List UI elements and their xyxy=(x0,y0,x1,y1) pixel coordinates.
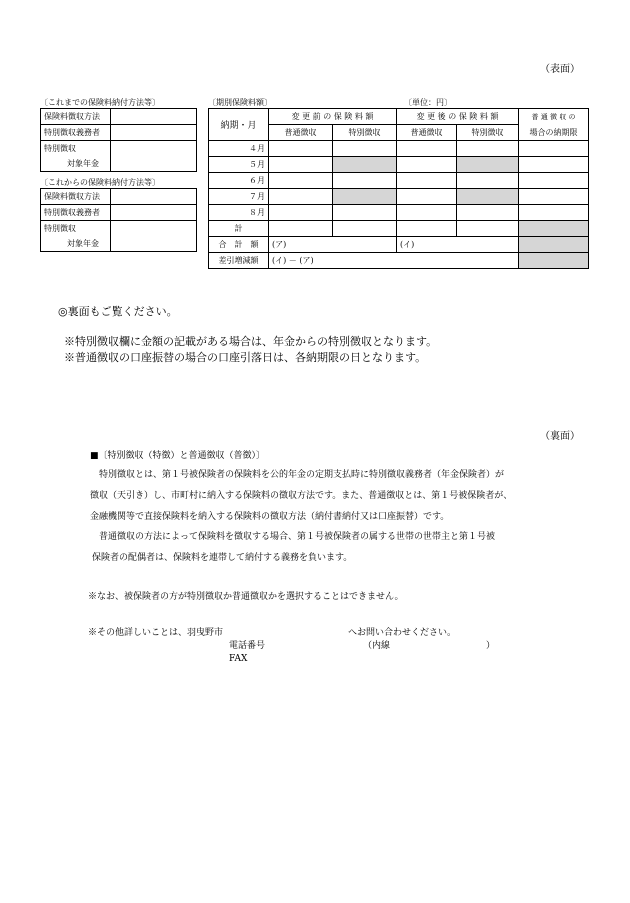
method-value xyxy=(111,189,197,205)
table-row xyxy=(209,189,589,205)
method-value xyxy=(111,109,197,125)
after-special-header: 特別徴収 xyxy=(457,125,519,141)
p1-line-3: 金融機関等で直接保険料を納入する保険料の徴収方法（納付書納付又は口座振替）です。 xyxy=(90,512,450,522)
table-row xyxy=(209,253,589,269)
pension-value xyxy=(111,221,197,252)
obligor-value xyxy=(111,125,197,141)
table-row xyxy=(41,205,197,221)
prev-method-title: 〔これまでの保険料納付方法等〕 xyxy=(40,98,160,107)
table-row xyxy=(41,221,197,237)
obligor-label: 特別徴収義務者 xyxy=(41,125,111,141)
table-row xyxy=(209,205,589,221)
table-row xyxy=(209,173,589,189)
before-header: 変 更 前 の 保 険 料 額 xyxy=(269,109,397,125)
after-header: 変 更 後 の 保 険 料 額 xyxy=(397,109,519,125)
prev-method-table xyxy=(40,108,197,172)
month-cell: ４月 xyxy=(209,141,269,157)
fax-label: FAX xyxy=(229,654,248,664)
table-row xyxy=(209,237,589,253)
table-row xyxy=(209,157,589,173)
method-label: 保険料徴収方法 xyxy=(41,189,111,205)
special-label: 特別徴収 xyxy=(41,141,111,157)
next-method-title: 〔これからの保険料納付方法等〕 xyxy=(40,178,160,187)
sum-a: (ア) xyxy=(269,237,397,253)
debit-date-note: ※普通徴収の口座振替の場合の口座引落日は、各納期限の日となります。 xyxy=(64,351,427,364)
back-heading: ■〔特別徴収（特徴）と普通徴収（普徴）〕 xyxy=(90,451,266,461)
table-row xyxy=(41,125,197,141)
p2-line-2: 保険者の配偶者は、保険料を連帯して納付する義務を負います。 xyxy=(92,553,353,563)
front-label: （表面） xyxy=(540,64,580,75)
diff-label: 差引増減額 xyxy=(209,253,269,269)
pension-value xyxy=(111,141,197,172)
pension-label: 対象年金 xyxy=(41,236,111,252)
table-row xyxy=(41,189,197,205)
choice-note: ※なお、被保険者の方が特別徴収か普通徴収かを選択することはできません。 xyxy=(88,592,404,602)
period-table-title: 〔期別保険料額〕 xyxy=(208,98,272,107)
after-normal-header: 普通徴収 xyxy=(397,125,457,141)
sum-label: 合 計 額 xyxy=(209,237,269,253)
month-cell: ６月 xyxy=(209,173,269,189)
table-row xyxy=(41,141,197,157)
special-label: 特別徴収 xyxy=(41,221,111,237)
sum-b: (イ) xyxy=(397,237,519,253)
obligor-label: 特別徴収義務者 xyxy=(41,205,111,221)
p1-line-1: 特別徴収とは、第１号被保険者の保険料を公的年金の定期支払時に特別徴収義務者（年金保険者）が xyxy=(99,470,505,480)
obligor-value xyxy=(111,205,197,221)
deadline-header-2: 場合の納期限 xyxy=(519,125,589,141)
phone-label: 電話番号 xyxy=(229,641,266,651)
table-row xyxy=(209,141,589,157)
unit-label: 〔単位：円〕 xyxy=(404,98,452,107)
p2-line-1: 普通徴収の方法によって保険料を徴収する場合、第１号被保険者の属する世帯の世帯主と第１号被 xyxy=(99,532,496,542)
next-method-table xyxy=(40,188,197,252)
method-label: 保険料徴収方法 xyxy=(41,109,111,125)
extension-open: （内線 xyxy=(363,641,391,651)
period-header: 納期・月 xyxy=(209,109,269,141)
month-cell: ８月 xyxy=(209,205,269,221)
table-row xyxy=(209,221,589,237)
table-row xyxy=(209,109,589,125)
diff-formula: (イ) － (ア) xyxy=(269,253,519,269)
contact-inquiry: へお問い合わせください。 xyxy=(348,628,457,638)
period-table xyxy=(208,108,589,269)
before-normal-header: 普通徴収 xyxy=(269,125,333,141)
pension-label: 対象年金 xyxy=(41,156,111,172)
contact-intro: ※その他詳しいことは、羽曳野市 xyxy=(88,628,224,638)
total-row-label: 計 xyxy=(209,221,269,237)
extension-close: ） xyxy=(486,641,496,651)
deadline-header-1: 普 通 徴 収 の xyxy=(519,109,589,125)
month-cell: ５月 xyxy=(209,157,269,173)
paragraph-2 xyxy=(90,527,560,569)
paragraph-1 xyxy=(90,465,560,528)
see-back-note: ◎裏面もご覧ください。 xyxy=(58,305,178,318)
month-cell: ７月 xyxy=(209,189,269,205)
table-row xyxy=(41,109,197,125)
before-special-header: 特別徴収 xyxy=(333,125,397,141)
back-label: （裏面） xyxy=(540,431,580,442)
p1-line-2: 徴収（天引き）し、市町村に納入する保険料の徴収方法です。また、普通徴収とは、第１号被保険者が、 xyxy=(90,491,513,501)
special-collection-note: ※特別徴収欄に金額の記載がある場合は、年金からの特別徴収となります。 xyxy=(64,335,438,348)
